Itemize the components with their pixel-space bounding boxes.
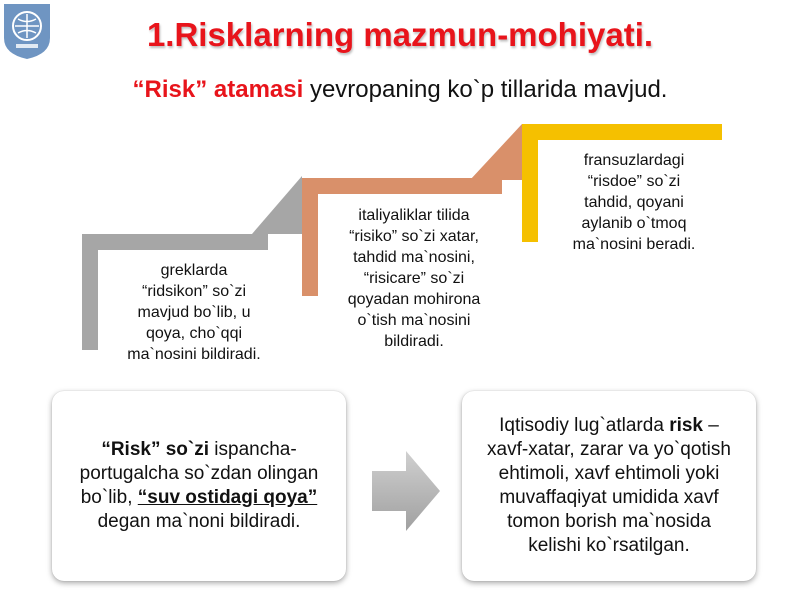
step-2-line: “risiko” so`zi xatar, <box>349 228 479 245</box>
step-1-line: “ridsikon” so`zi <box>141 283 246 300</box>
slide-title: 1.Risklarning mazmun-mohiyati. <box>146 16 654 53</box>
step-2-line: tahdid ma`nosini, <box>353 249 475 266</box>
step-2-line: qoyadan mohirona <box>347 291 481 308</box>
step-2-text <box>318 205 510 352</box>
left-box-underlined: “suv ostidagi qoya” <box>137 487 318 508</box>
slide-subtitle <box>0 76 800 104</box>
right-box-text-1: Iqtisodiy lug`atlarda <box>499 415 670 436</box>
step-2-corner <box>470 124 522 180</box>
step-1-line: mavjud bo`lib, u <box>137 304 251 321</box>
step-2-top-bar <box>302 178 502 194</box>
right-box-text <box>486 414 732 558</box>
step-3-top-bar <box>522 124 722 140</box>
step-3-line: aylanib o`tmoq <box>581 215 687 232</box>
step-2-left-bar <box>302 178 318 296</box>
step-2-line: “risicare” so`zi <box>363 270 465 287</box>
step-1-text <box>98 260 290 365</box>
step-1-line: greklarda <box>160 262 228 279</box>
step-1-line: ma`nosini bildiradi. <box>127 346 261 363</box>
step-1-line: qoya, cho`qqi <box>145 325 243 342</box>
step-1-corner <box>252 176 302 234</box>
left-info-box <box>52 391 346 581</box>
step-3-line: ma`nosini beradi. <box>572 236 696 253</box>
step-3-line: fransuzlardagi <box>583 152 685 169</box>
right-box-bold: risk <box>669 415 703 436</box>
right-info-box <box>462 391 756 581</box>
left-box-text-2: degan ma`noni bildiradi. <box>97 511 301 532</box>
subtitle-rest: yevropaning ko`p tillarida mavjud. <box>303 76 668 103</box>
step-3-line: tahdid, qoyani <box>584 194 684 211</box>
step-2-line: o`tish ma`nosini <box>357 312 471 329</box>
left-box-bold: “Risk” so`zi <box>101 439 210 460</box>
step-3-line: “risdoe” so`zi <box>587 173 681 190</box>
left-box-text <box>76 438 322 534</box>
step-3-text <box>538 150 730 255</box>
step-2-line: bildiradi. <box>384 333 444 350</box>
step-3-left-bar <box>522 124 538 242</box>
right-arrow-icon <box>372 451 440 531</box>
step-1-top-bar <box>82 234 268 250</box>
right-box-text-2: – xavf-xatar, zarar va yo`qotish ehtimoli, xavf ehtimoli yoki muvaffaqiyat umidida xavf tomon borish ma`nosida kelishi ko`rsatilgan. <box>487 415 731 556</box>
step-1-left-bar <box>82 234 98 350</box>
left-box-text-1: ispancha-portugalcha so`zdan olingan bo`lib, <box>79 439 319 508</box>
subtitle-highlight: “Risk” atamasi <box>132 76 304 103</box>
step-2-line: italiyaliklar tilida <box>358 207 470 224</box>
